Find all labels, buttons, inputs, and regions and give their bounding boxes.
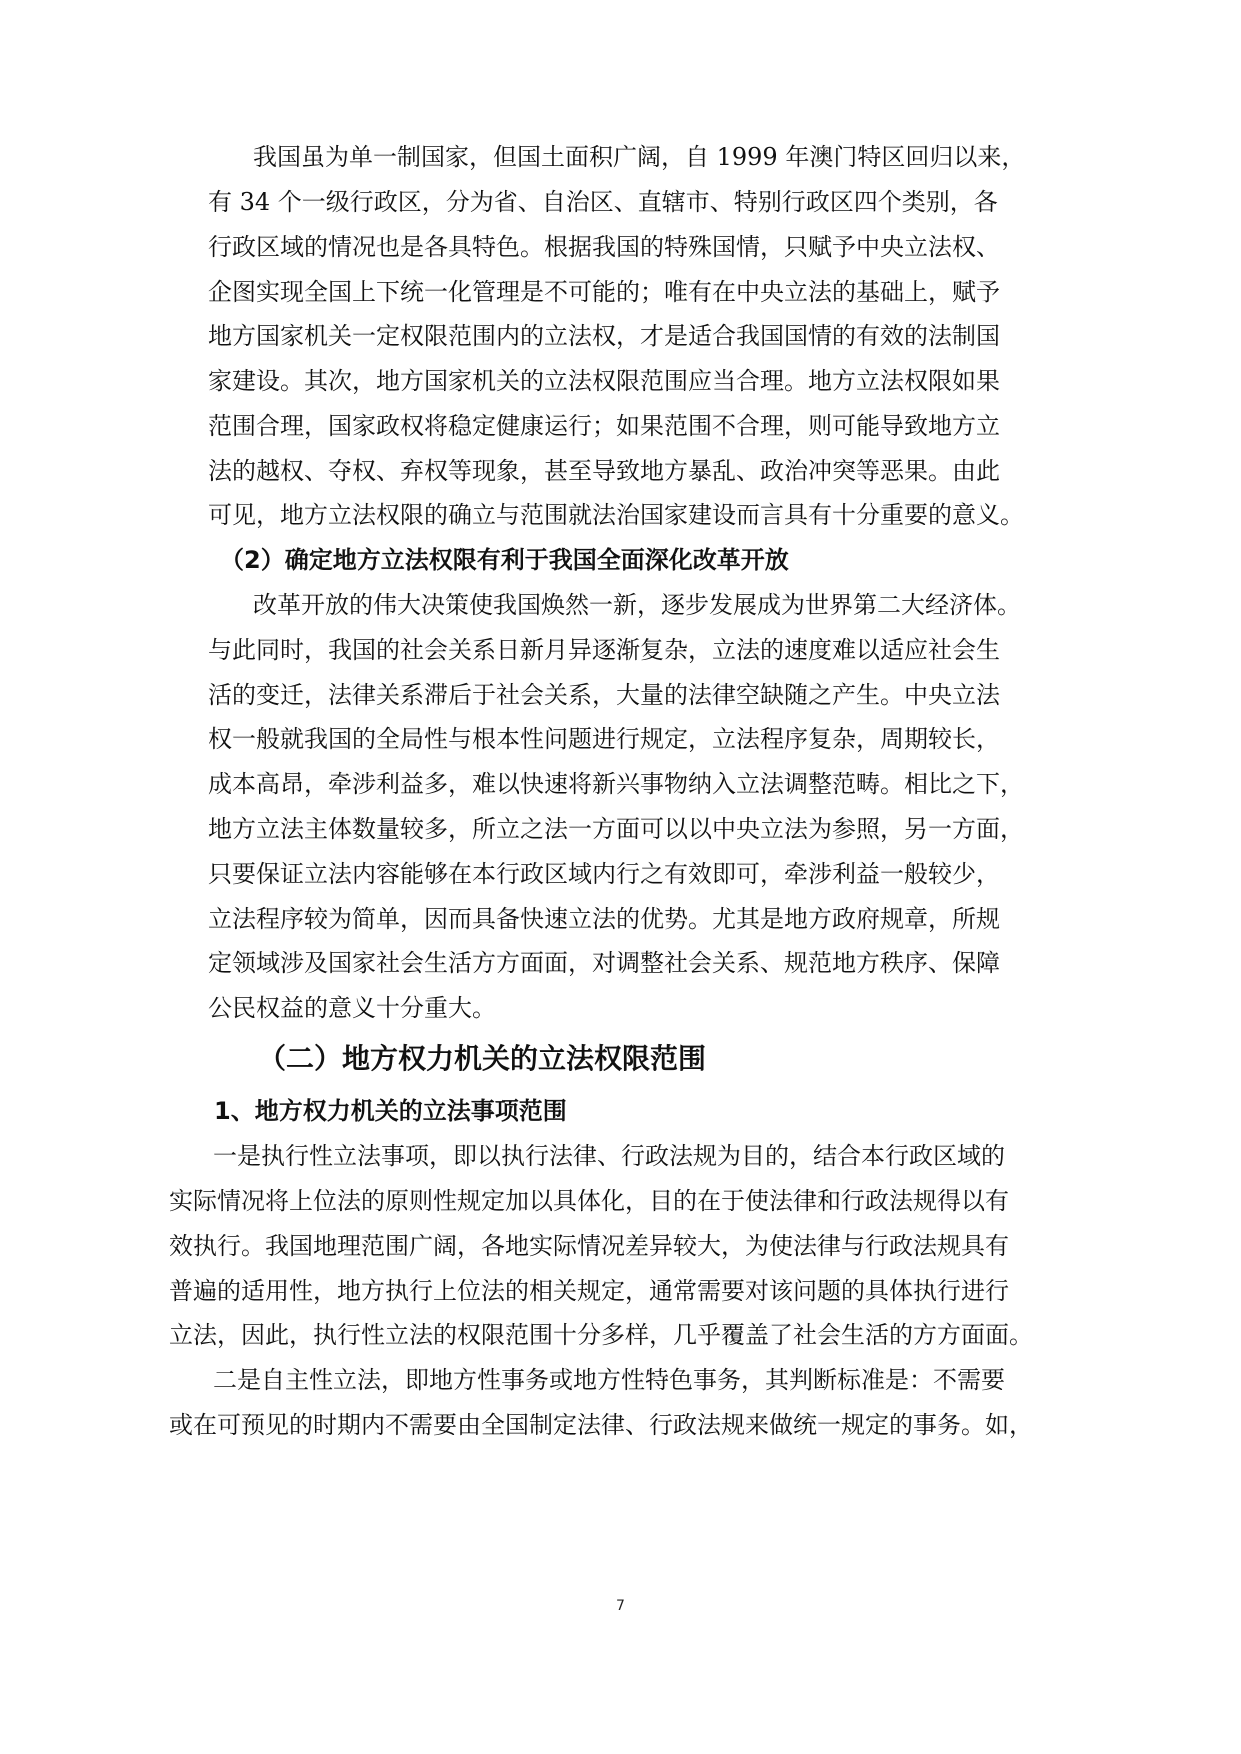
text-line: 二是自主性立法，即地方性事务或地方性特色事务，其判断标准是：不需要 [213, 1366, 1005, 1394]
section-heading: （二）地方权力机关的立法权限范围 [258, 1042, 707, 1075]
text-line: 地方国家机关一定权限范围内的立法权，才是适合我国国情的有效的法制国 [208, 322, 1000, 350]
text-line: 或在可预见的时期内不需要由全国制定法律、行政法规来做统一规定的事务。如， [169, 1411, 1033, 1439]
text-line: 一是执行性立法事项，即以执行法律、行政法规为目的，结合本行政区域的 [213, 1142, 1005, 1170]
text-line: 立法，因此，执行性立法的权限范围十分多样，几乎覆盖了社会生活的方方面面。 [169, 1321, 1033, 1349]
text-line: 与此同时，我国的社会关系日新月异逐渐复杂，立法的速度难以适应社会生 [208, 636, 1000, 664]
subsection-heading: （2）确定地方立法权限有利于我国全面深化改革开放 [220, 546, 789, 574]
text-line: 立法程序较为简单，因而具备快速立法的优势。尤其是地方政府规章，所规 [208, 905, 1000, 933]
text-line: 我国虽为单一制国家，但国土面积广阔，自 1999 年澳门特区回归以来， [253, 143, 1026, 171]
text-line: 有 34 个一级行政区，分为省、自治区、直辖市、特别行政区四个类别，各 [208, 188, 998, 216]
text-line: 可见，地方立法权限的确立与范围就法治国家建设而言具有十分重要的意义。 [208, 501, 1024, 529]
text-line: 范围合理，国家政权将稳定健康运行；如果范围不合理，则可能导致地方立 [208, 412, 1000, 440]
text-line: 效执行。我国地理范围广阔，各地实际情况差异较大，为使法律与行政法规具有 [169, 1232, 1009, 1260]
subsection-heading: 1、地方权力机关的立法事项范围 [214, 1097, 567, 1125]
text-line: 定领域涉及国家社会生活方方面面，对调整社会关系、规范地方秩序、保障 [208, 949, 1000, 977]
text-line: 普遍的适用性，地方执行上位法的相关规定，通常需要对该问题的具体执行进行 [169, 1277, 1009, 1305]
text-line: 家建设。其次，地方国家机关的立法权限范围应当合理。地方立法权限如果 [208, 367, 1000, 395]
text-line: 活的变迁，法律关系滞后于社会关系，大量的法律空缺随之产生。中央立法 [208, 681, 1000, 709]
text-line: 行政区域的情况也是各具特色。根据我国的特殊国情，只赋予中央立法权、 [208, 233, 1000, 261]
text-line: 地方立法主体数量较多，所立之法一方面可以以中央立法为参照，另一方面， [208, 815, 1024, 843]
text-line: 只要保证立法内容能够在本行政区域内行之有效即可，牵涉利益一般较少， [208, 860, 1000, 888]
text-line: 法的越权、夺权、弃权等现象，甚至导致地方暴乱、政治冲突等恶果。由此 [208, 457, 1000, 485]
text-line: 实际情况将上位法的原则性规定加以具体化，目的在于使法律和行政法规得以有 [169, 1187, 1009, 1215]
text-line: 权一般就我国的全局性与根本性问题进行规定，立法程序复杂，周期较长， [208, 725, 1000, 753]
text-line: 成本高昂，牵涉利益多，难以快速将新兴事物纳入立法调整范畴。相比之下， [208, 770, 1024, 798]
text-line: 公民权益的意义十分重大。 [208, 994, 496, 1022]
text-line: 企图实现全国上下统一化管理是不可能的；唯有在中央立法的基础上，赋予 [208, 278, 1000, 306]
page-number: 7 [616, 1598, 625, 1614]
text-line: 改革开放的伟大决策使我国焕然一新，逐步发展成为世界第二大经济体。 [253, 591, 1021, 619]
